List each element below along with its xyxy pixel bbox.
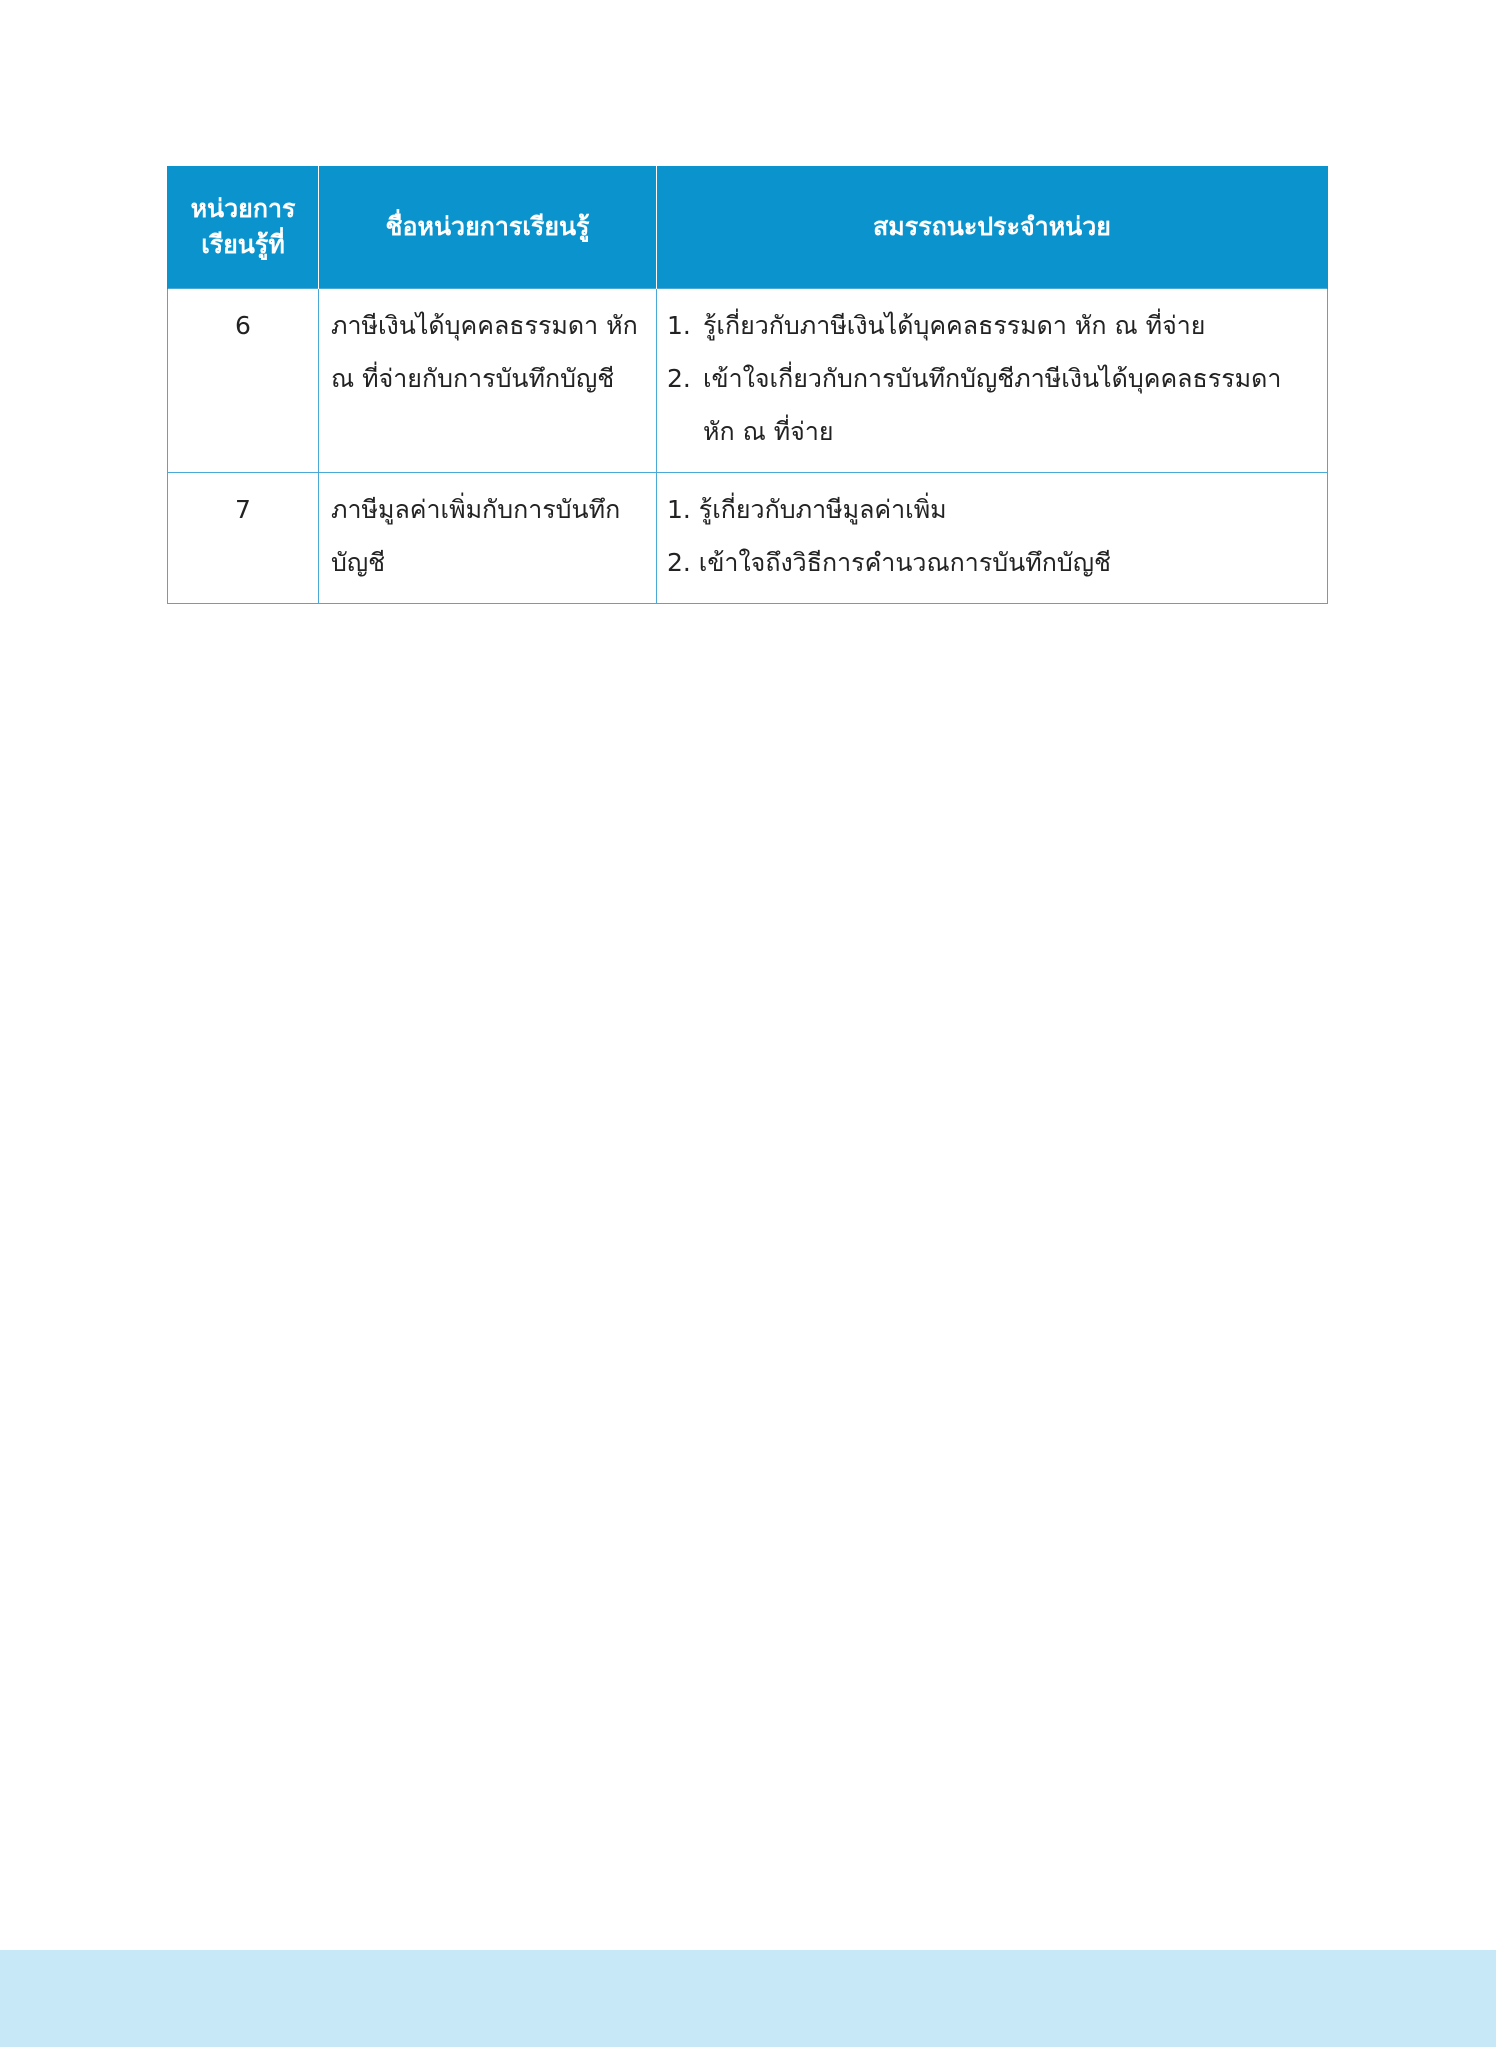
- competency-item: [667, 352, 1319, 458]
- header-unit-line2: เรียนรู้ที่: [201, 230, 285, 259]
- header-competency: สมรรถนะประจำหน่วย: [657, 166, 1328, 289]
- unit-table-container: [167, 166, 1327, 604]
- table-row: [168, 289, 1328, 473]
- table-row: [168, 473, 1328, 604]
- list-marker: 1.: [667, 311, 691, 340]
- competency-cell: [657, 289, 1328, 473]
- learning-units-table: [167, 166, 1328, 604]
- competency-text: รู้เกี่ยวกับภาษีเงินได้บุคคลธรรมดา หัก ณ ที่จ่าย: [703, 311, 1206, 340]
- competency-text: เข้าใจเกี่ยวกับการบันทึกบัญชีภาษีเงินได้บุคคลธรรมดา หัก ณ ที่จ่าย: [703, 364, 1282, 446]
- unit-number-cell: 6: [168, 289, 319, 473]
- competency-text: 2. เข้าใจถึงวิธีการคำนวณการบันทึกบัญชี: [667, 548, 1111, 577]
- competency-cell: [657, 473, 1328, 604]
- footer-band: [0, 1950, 1496, 2047]
- list-marker: 2.: [667, 364, 691, 393]
- header-unit-name: ชื่อหน่วยการเรียนรู้: [319, 166, 657, 289]
- table-header-row: [168, 166, 1328, 289]
- competency-list: [667, 299, 1319, 458]
- unit-name-cell: ภาษีเงินได้บุคคลธรรมดา หัก ณ ที่จ่ายกับการบันทึกบัญชี: [319, 289, 657, 473]
- competency-text: 1. รู้เกี่ยวกับภาษีมูลค่าเพิ่ม: [667, 495, 947, 524]
- competency-item: [667, 299, 1319, 352]
- unit-number-cell: 7: [168, 473, 319, 604]
- header-unit-number: [168, 166, 319, 289]
- header-unit-line1: หน่วยการ: [190, 194, 296, 223]
- unit-name-cell: ภาษีมูลค่าเพิ่มกับการบันทึกบัญชี: [319, 473, 657, 604]
